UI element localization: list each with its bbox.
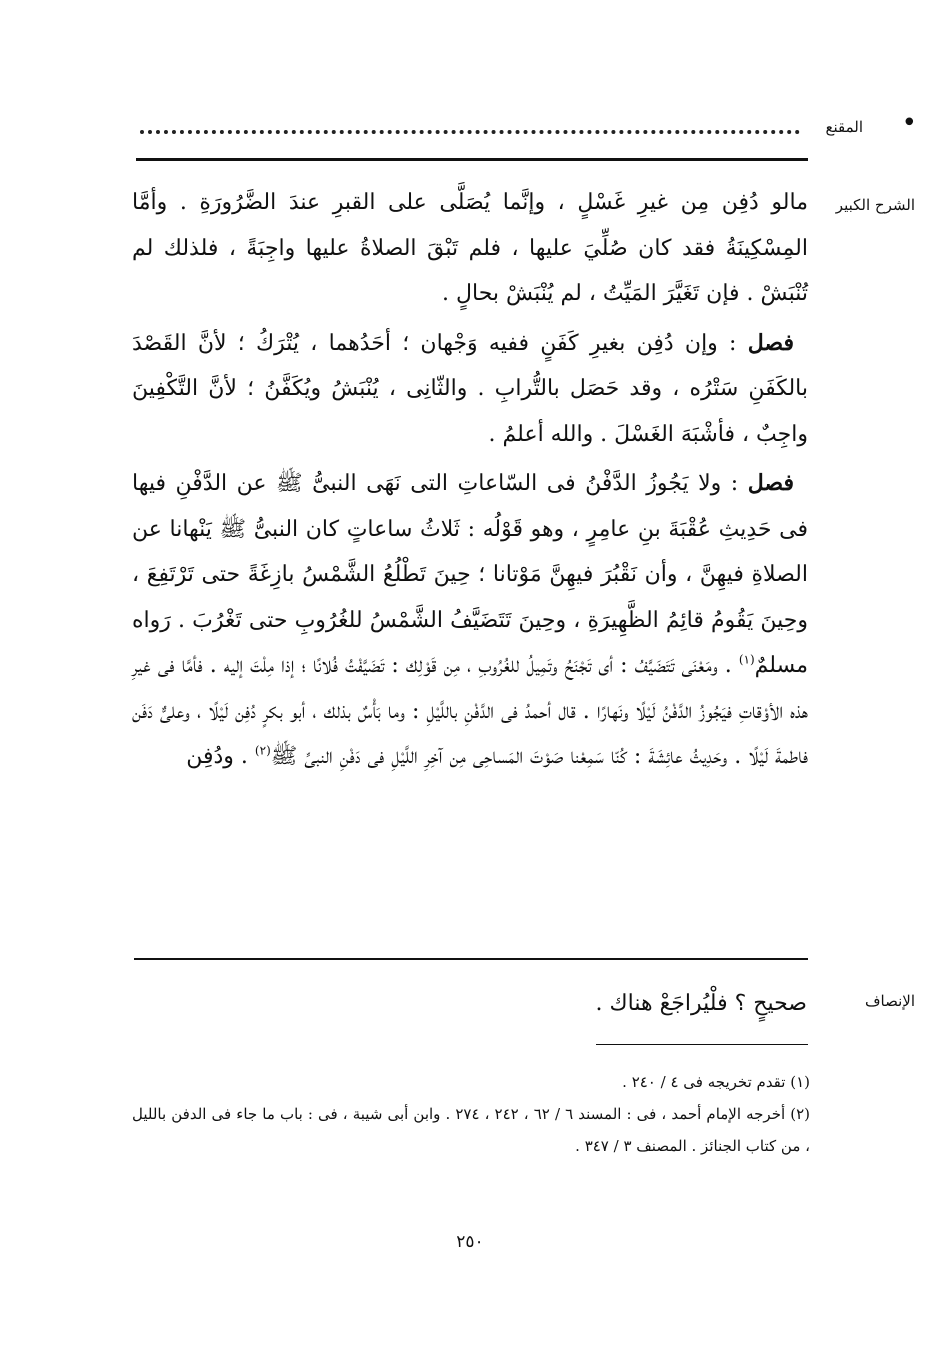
- paragraph-2: [132, 321, 808, 458]
- fasl-heading: فصل: [747, 329, 794, 356]
- paragraph-2-text: : وإن دُفِن بغيرِ كَفَنٍ ففيه وَجْهان ؛ أحَدُهما ، يُتْرَكُ ؛ لأنَّ القَصْدَ بالكَفَنِ سَتْرُه ، وقد حَصَل بالتُّرابِ . والثّانِى ، يُنْبَشُ ويُكَفَّنُ ؛ لأنَّ التَّكْفِينَ واجِبٌ ، فأشْبَهَ الغَسْلَ . والله أعلمُ .: [132, 330, 808, 447]
- margin-label-sharh: الشرح الكبير: [835, 196, 915, 214]
- paragraph-3-text-a: : ولا يَجُوزُ الدَّفْنُ فى السّاعاتِ التى نَهَى النبىُّ ﷺ عن الدَّفْنِ فيها فى حَدِيثِ عُقْبَةَ بنِ عامِرٍ ، وهو قَوْلُه : ثَلاثُ ساعاتٍ كان النبىُّ ﷺ يَنْهانا عن الصلاةِ فيهِنَّ ، وأن نَقْبُرَ فيهِنَّ مَوْتانا ؛ حِينَ تَطْلُعُ الشَّمْسُ بازِغَةً حتى تَرْتَفِعَ ، وحِينَ يَقُومُ قائِمُ الظَّهِيرَةِ ، وحِينَ تَتَضَيَّفُ الشَّمْسُ للغُرُوبِ حتى تَغْرُبَ . رَواه مسلمٌ: [132, 471, 808, 678]
- footnotes: [132, 1066, 810, 1162]
- header-rule: [136, 158, 808, 161]
- insaf-text: صحيحٍ ؟ فلْيُراجَعْ هناك .: [595, 991, 807, 1016]
- paragraph-3-text-c: . ودُفِن: [186, 744, 255, 769]
- paragraph-1: مالو دُفِن مِن غيرِ غَسْلٍ ، وإنَّما يُصَلَّى على القبرِ عندَ الضَّرُورَةِ . وأمَّا المِسْكِينَةُ فقد كان صُلِّيَ عليها ، فلم تَبْقَ الصلاةُ عليها واجِبَةً ، فلذلك لم تُنْبَشْ . فإن تَغَيَّرَ المَيِّتُ ، لم يُنْبَشْ بحالٍ .: [132, 190, 808, 306]
- fasl-heading: فصل: [747, 470, 794, 496]
- paragraph-3-text-b: . ومَعْنَى تَتَضَيَّفُ : أى تَجْنَحُ وتَمِيلُ للغُرُوبِ ، مِن قَوْلِك : تَضَيَّفْتُ فُلانًا ؛ إذا مِلْتَ إليه . فأمَّا فى غيرِ هذه الأوْقاتِ فيَجُوزُ الدَّفْنُ لَيْلًا ونَهارًا . قال أحمدُ فى الدَّفْنِ باللَّيْلِ : وما بَأْسٌ بذلك ، أبو بكرٍ دُفِن لَيْلًا ، وعلىٌّ دَفَن فاطمةَ لَيْلًا . وحَدِيثُ عائِشَةَ : كُنّا سَمِعْنا صَوْتَ المَساحِى مِن آخِرِ اللَّيْلِ فى دَفْنِ النبىِّ ﷺ: [132, 653, 808, 769]
- footnote-ref-1[interactable]: (١): [738, 652, 755, 667]
- margin-label-insaf: الإنصاف: [864, 992, 915, 1010]
- page-number: ٢٥٠: [456, 1232, 484, 1252]
- paragraph-3: [132, 461, 808, 780]
- footnote-1: (١) تقدم تخريجه فى ٤ / ٢٤٠ .: [622, 1073, 810, 1091]
- header-bullet: •: [901, 108, 917, 138]
- footnote-ref-2[interactable]: (٢): [254, 743, 271, 758]
- header-book-title: المقنع: [825, 118, 863, 136]
- footnote-rule: [596, 1044, 808, 1045]
- section-divider: [134, 958, 808, 960]
- footnote-2: (٢) أخرجه الإمام أحمد ، فى : المسند ٦ / ٦٢ ، ٢٤٢ ، ٢٧٤ . وابن أبى شيبة ، فى : باب ما جاء فى الدفن بالليل ، من كتاب الجنائز . المصنف ٣ / ٣٤٧ .: [132, 1105, 810, 1155]
- main-text: [132, 180, 808, 780]
- header-dotted-line: [140, 116, 800, 134]
